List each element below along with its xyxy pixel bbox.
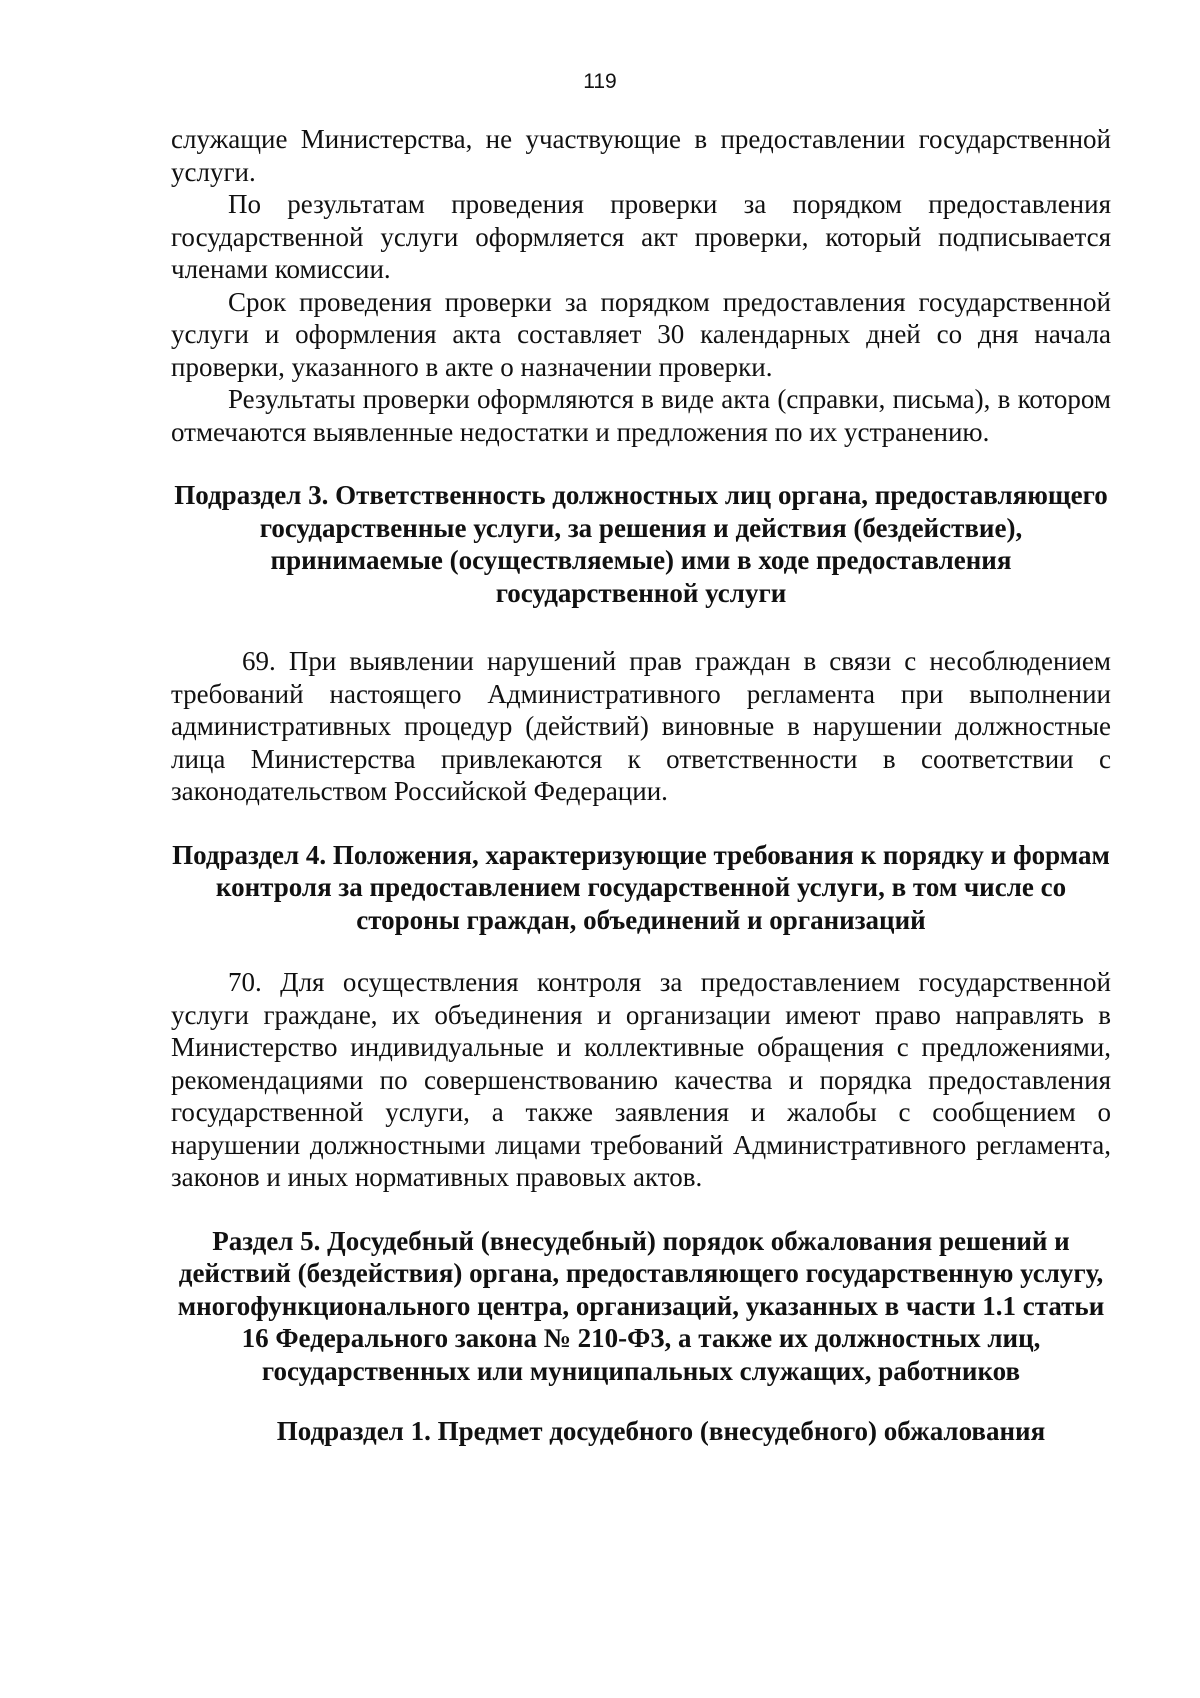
paragraph-70: 70. Для осуществления контроля за предоставлением государственной услуги граждане, их объединения и организации имеют право направлять в Министерство индивидуальные и коллективные обращения с предложениями, рекомендациями по совершенствованию качества и порядка предоставления государственной услуги, а также заявления и жалобы с сообщением о нарушении должностными лицами требований Административного регламента, законов и иных нормативных правовых актов. bbox=[171, 967, 1111, 1192]
paragraph-results-act: По результатам проведения проверки за порядком предоставления государственной услуги оформляется акт проверки, который подписывается членами комиссии. bbox=[171, 189, 1111, 284]
page-number: 119 bbox=[583, 70, 617, 93]
paragraph-term: Срок проведения проверки за порядком предоставления государственной услуги и оформления акта составляет 30 календарных дней со дня начала проверки, указанного в акте о назначении проверки. bbox=[171, 286, 1111, 382]
heading-subsection-1: Подраздел 1. Предмет досудебного (внесудебного) обжалования bbox=[276, 1416, 1046, 1446]
document-body bbox=[171, 123, 1111, 1448]
heading-subsection-3: Подраздел 3. Ответственность должностных лиц органа, предоставляющего государственные услуги, за решения и действия (бездействие), принимаемые (осуществляемые) ими в ходе предоставления государственной услуги bbox=[174, 480, 1108, 608]
paragraph-results-form: Результаты проверки оформляются в виде акта (справки, письма), в котором отмечаются выявленные недостатки и предложения по их устранению. bbox=[171, 384, 1111, 447]
paragraph-69: 69. При выявлении нарушений прав граждан в связи с несоблюдением требований настоящего Административного регламента при выполнении административных процедур (действий) виновные в нарушении должностные лица Министерства привлекаются к ответственности в соответствии с законодательством Российской Федерации. bbox=[171, 646, 1111, 806]
heading-section-5: Раздел 5. Досудебный (внесудебный) порядок обжалования решений и действий (бездействия) органа, предоставляющего государственную услугу, многофункционального центра, организаций, указанных в части 1.1 статьи 16 Федерального закона № 210-ФЗ, а также их должностных лиц, государственных или муниципальных служащих, работников bbox=[177, 1225, 1105, 1386]
paragraph-continuation: служащие Министерства, не участвующие в предоставлении государственной услуги. bbox=[171, 124, 1111, 187]
heading-subsection-4: Подраздел 4. Положения, характеризующие требования к порядку и формам контроля за предоставлением государственной услуги, в том числе со стороны граждан, объединений и организаций bbox=[172, 839, 1110, 935]
